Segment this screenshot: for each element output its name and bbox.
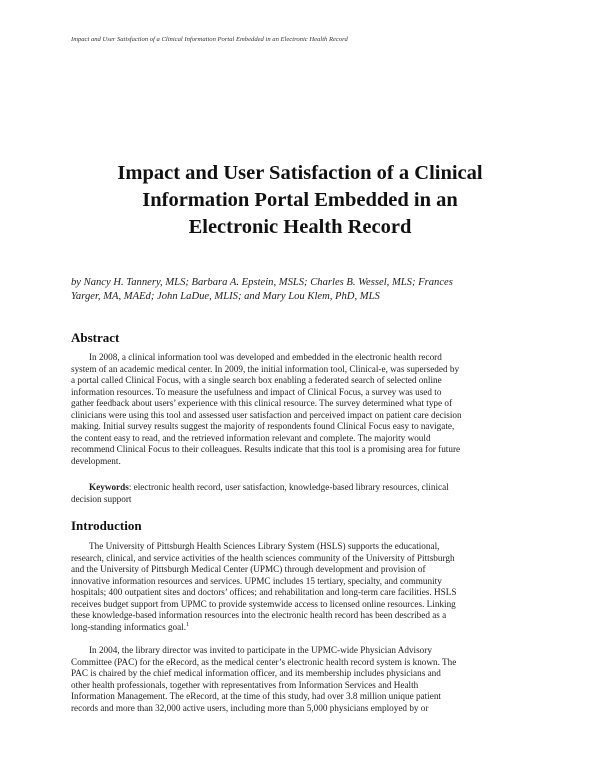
introduction-heading: Introduction [71, 518, 142, 533]
text-line: hospitals; 400 outpatient sites and doctors’ offices; and rehabilitation and long-term care facilities. HSLS [71, 587, 457, 598]
keywords-label: Keywords [89, 482, 129, 492]
text-line: other health professionals, together with representatives from Information Services and Health [71, 679, 419, 690]
text-line: In 2004, the library director was invited to participate in the UPMC-wide Physician Advisory [89, 645, 432, 655]
text-line: research, clinical, and service activities of the health sciences community of the University of Pittsburgh [71, 552, 455, 563]
text-line: The University of Pittsburgh Health Sciences Library System (HSLS) supports the educational, [89, 541, 440, 551]
author-byline [71, 276, 531, 304]
text-fragment: long-standing informatics goal. [71, 621, 187, 632]
text-line: In 2008, a clinical information tool was developed and embedded in the electronic health record [89, 352, 442, 362]
text-line: gather feedback about users’ experience with this clinical resource. The survey determined what type of [71, 398, 453, 409]
text-line: clinicians were using this tool and assessed user satisfaction and perceived impact on patient care decision [71, 409, 462, 420]
text-line: system of an academic medical center. In 2009, the initial information tool, Clinical-e, was superseded by [71, 363, 460, 374]
text-line: information resources. To measure the usefulness and impact of Clinical Focus, a survey was used to [71, 386, 442, 397]
keywords-paragraph [71, 482, 531, 505]
text-line [71, 622, 531, 634]
abstract-paragraph [71, 352, 531, 467]
abstract-heading: Abstract [71, 330, 120, 345]
intro-paragraph-1 [71, 541, 531, 633]
author-line: by Nancy H. Tannery, MLS; Barbara A. Epstein, MSLS; Charles B. Wessel, MLS; Frances [71, 277, 453, 288]
text-line: development. [71, 455, 121, 466]
title-line: Impact and User Satisfaction of a Clinical [117, 162, 483, 184]
intro-paragraph-2 [71, 645, 531, 714]
text-line: and the University of Pittsburgh Medical Center (UPMC) through development and provision of [71, 564, 426, 575]
text-line: recommend Clinical Focus to their colleagues. Results indicate that this tool is a promising area for future [71, 444, 461, 455]
text-line: decision support [71, 493, 132, 504]
text-line: these knowledge-based information resources into the electronic health record has been described as a [71, 610, 447, 621]
text-line: records and more than 32,000 active users, including more than 5,000 physicians employed by or [71, 702, 429, 713]
text-line: a portal called Clinical Focus, with a single search box enabling a federated search of selected online [71, 375, 442, 386]
text-line: making. Initial survey results suggest the majority of respondents found Clinical Focus easy to navigate, [71, 421, 455, 432]
text-line: innovative information resources and services. UPMC includes 15 tertiary, specialty, and community [71, 575, 442, 586]
title-line: Electronic Health Record [188, 216, 412, 238]
text-line: PAC is chaired by the chief medical information officer, and its membership includes physicians and [71, 668, 441, 679]
keywords-text: : electronic health record, user satisfaction, knowledge-based library resources, clinical [128, 482, 449, 492]
text-line [71, 482, 531, 494]
text-line: the content easy to read, and the retrieved information relevant and complete. The majority would [71, 432, 431, 443]
text-line: Information Management. The eRecord, at the time of this study, had over 3.8 million unique patient [71, 691, 441, 702]
paper-title [60, 160, 540, 241]
author-line: Yarger, MA, MAEd; John LaDue, MLIS; and Mary Lou Klem, PhD, MLS [71, 291, 380, 302]
running-header: Impact and User Satisfaction of a Clinical Information Portal Embedded in an Electronic Health Record [71, 36, 348, 43]
footnote-marker: 1 [186, 621, 190, 628]
title-line: Information Portal Embedded in an [142, 189, 458, 211]
text-line: receives budget support from UPMC to provide systemwide access to licensed online resources. Linking [71, 598, 456, 609]
text-line: Committee (PAC) for the eRecord, as the medical center’s electronic health record system is known. The [71, 656, 457, 667]
